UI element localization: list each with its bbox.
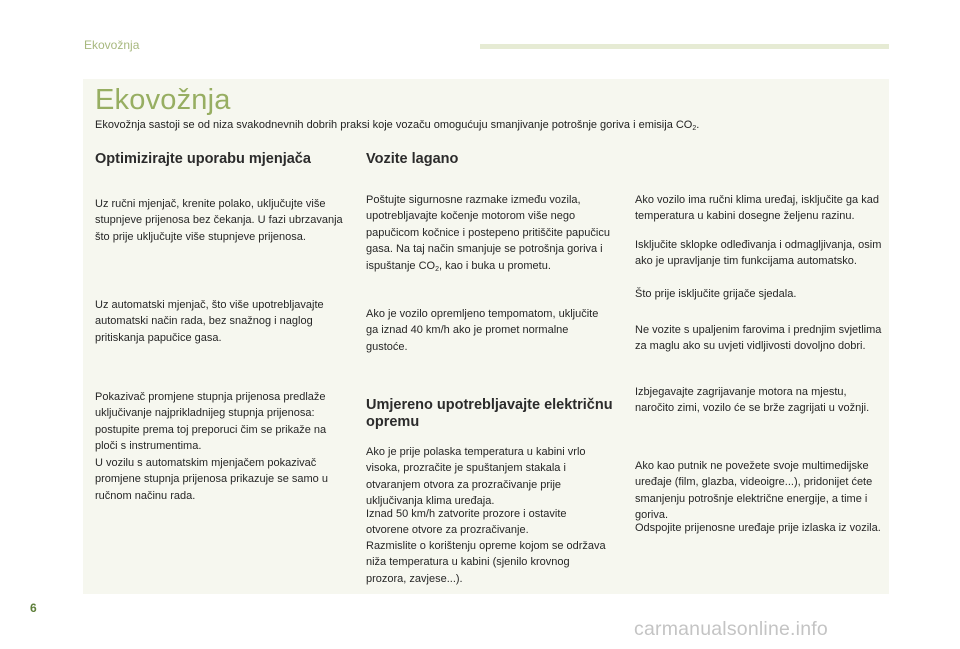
- watermark: carmanualsonline.info: [634, 618, 828, 640]
- paragraph-manual-gearbox: Uz ručni mjenjač, krenite polako, uključujte više stupnjeve prijenosa bez čekanja. U fazi ubrzavanja što prije uključujte više stupnjeve prijenosa.: [95, 198, 343, 243]
- paragraph-seat-heaters: Što prije isključite grijače sjedala.: [635, 288, 797, 300]
- header-bar: [480, 44, 889, 49]
- paragraph-gear-indicator: Pokazivač promjene stupnja prijenosa predlaže uključivanje najprikladnijeg stupnja prijenosa: postupite prema toj preporuci čim se prikaže na ploči s instrumentima.: [95, 391, 327, 453]
- safe-distances-text: Poštujte sigurnosne razmake između vozila, upotrebljavajte kočenje motorom više nego papučicom kočnice i postepeno pritiščite papučicu gasa. Na taj način smanjuje se potrošnja goriva i ispuštanje CO: [366, 194, 610, 272]
- paragraph-multimedia-devices: Ako kao putnik ne povežete svoje multimedijske uređaje (film, glazba, videoigre...), pridonijet ćete smanjenju potrošnje električne energije, a time i goriva.: [635, 460, 873, 522]
- page-number: 6: [30, 601, 37, 615]
- paragraph-manual-air-conditioning: Ako vozilo ima ručni klima uređaj, isključite ga kad temperatura u kabini dosegne željenu razinu.: [635, 194, 879, 223]
- intro-text: Ekovožnja sastoji se od niza svakodnevnih dobrih praksi koje vozaču omogućuju smanjivanje potrošnje goriva i emisija CO: [95, 119, 693, 131]
- paragraph-demisting-controls: Isključite sklopke odleđivanja i odmagljivanja, osim ako je upravljanje tim funkcijama automatsko.: [635, 239, 882, 268]
- paragraph-headlamps-foglamps: Ne vozite s upaljenim farovima i prednjim svjetlima za maglu ako su uvjeti vidljivosti dovoljno dobri.: [635, 324, 882, 353]
- paragraph-close-windows: Iznad 50 km/h zatvorite prozore i ostavite otvorene otvore za prozračivanje.: [366, 508, 567, 537]
- safe-distances-subscript: 2: [435, 265, 439, 273]
- heading-gearbox: Optimizirajte uporabu mjenjača: [95, 151, 311, 167]
- page-title: Ekovožnja: [95, 84, 231, 116]
- paragraph-ventilate-cabin: Ako je prije polaska temperatura u kabini vrlo visoka, prozračite je spuštanjem stakala i otvaranjem otvora za prozračivanje prije uključivanja klima uređaja.: [366, 446, 586, 508]
- intro-end: .: [696, 119, 700, 131]
- paragraph-cruise-control: Ako je vozilo opremljeno tempomatom, uključite ga iznad 40 km/h ako je promet normalne gustoće.: [366, 308, 599, 353]
- heading-drive-smoothly: Vozite lagano: [366, 151, 459, 167]
- safe-distances-end: , kao i buka u prometu.: [439, 259, 551, 272]
- paragraph-automatic-gearbox: Uz automatski mjenjač, što više upotrebljavajte automatski način rada, bez snažnog i naglog pritiskanja papučice gasa.: [95, 299, 324, 344]
- paragraph-safe-distances: [366, 192, 610, 274]
- paragraph-shading-equipment: Razmislite o korištenju opreme kojom se održava niža temperatura u kabini (sjenilo krovnog prozora, zavjese...).: [366, 540, 606, 585]
- paragraph-unplug-devices: Odspojite prijenosne uređaje prije izlaska iz vozila.: [635, 522, 881, 534]
- intro-paragraph: [95, 118, 885, 132]
- paragraph-engine-warmup: Izbjegavajte zagrijavanje motora na mjestu, naročito zimi, vozilo će se brže zagrijati u vožnji.: [635, 386, 870, 415]
- running-header: Ekovožnja: [84, 38, 140, 52]
- paragraph-gear-indicator-automatic: U vozilu s automatskim mjenjačem pokazivač promjene stupnja prijenosa prikazuje se samo u ručnom načinu rada.: [95, 457, 328, 502]
- heading-electrical-equipment: Umjereno upotrebljavajte električnu opremu: [366, 397, 613, 430]
- intro-subscript: 2: [692, 125, 697, 132]
